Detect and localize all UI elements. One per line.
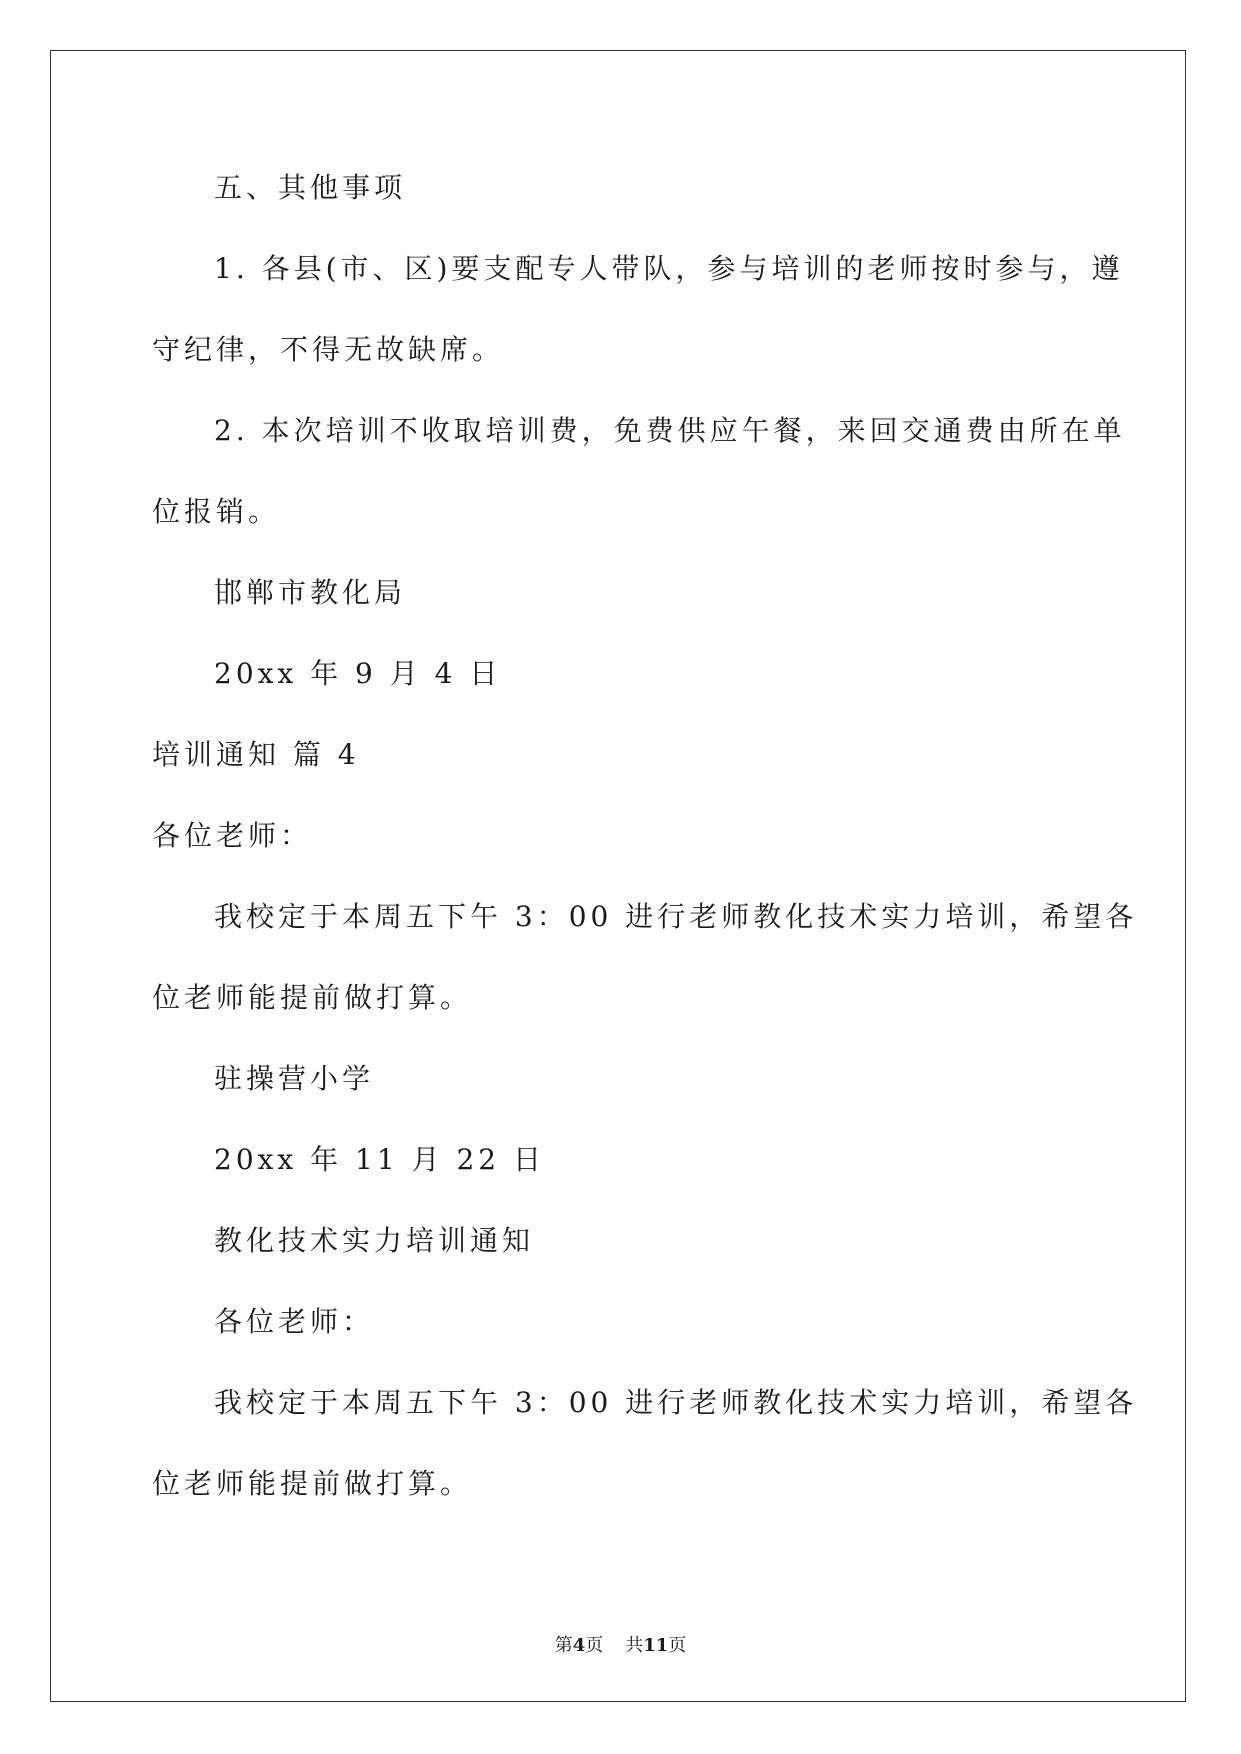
signature-date: 20xx 年 11 月 22 日 bbox=[214, 1143, 545, 1176]
paragraph-line: 我校定于本周五下午 3：00 进行老师教化技术实力培训，希望各 bbox=[214, 900, 1138, 933]
total-pages-number: 11 bbox=[643, 1635, 669, 1656]
section-heading: 五、其他事项 bbox=[214, 171, 407, 204]
footer-total-suffix: 页 bbox=[668, 1635, 687, 1656]
salutation: 各位老师： bbox=[214, 1305, 375, 1338]
paragraph-line: 1. 各县(市、区)要支配专人带队，参与培训的老师按时参与，遵 bbox=[214, 252, 1124, 285]
paragraph-line: 守纪律，不得无故缺席。 bbox=[152, 333, 505, 366]
signature-org: 驻操营小学 bbox=[214, 1062, 375, 1095]
current-page-number: 4 bbox=[572, 1635, 586, 1656]
signature-org: 邯郸市教化局 bbox=[214, 576, 407, 609]
signature-date: 20xx 年 9 月 4 日 bbox=[214, 657, 502, 690]
paragraph-line: 位老师能提前做打算。 bbox=[152, 1467, 473, 1500]
article-title: 培训通知 篇 4 bbox=[152, 738, 360, 771]
paragraph-line: 位报销。 bbox=[152, 495, 281, 528]
footer-total-prefix: 共 bbox=[625, 1635, 644, 1656]
paragraph-line: 我校定于本周五下午 3：00 进行老师教化技术实力培训，希望各 bbox=[214, 1386, 1138, 1419]
footer-prefix: 第 bbox=[554, 1635, 573, 1656]
paragraph-line: 2. 本次培训不收取培训费，免费供应午餐，来回交通费由所在单 bbox=[214, 414, 1126, 447]
footer-page-word: 页 bbox=[585, 1635, 604, 1656]
notice-title: 教化技术实力培训通知 bbox=[214, 1224, 535, 1257]
paragraph-line: 位老师能提前做打算。 bbox=[152, 981, 473, 1014]
page-border bbox=[50, 50, 1186, 1702]
page-footer bbox=[0, 1634, 1241, 1658]
salutation: 各位老师： bbox=[152, 819, 313, 852]
